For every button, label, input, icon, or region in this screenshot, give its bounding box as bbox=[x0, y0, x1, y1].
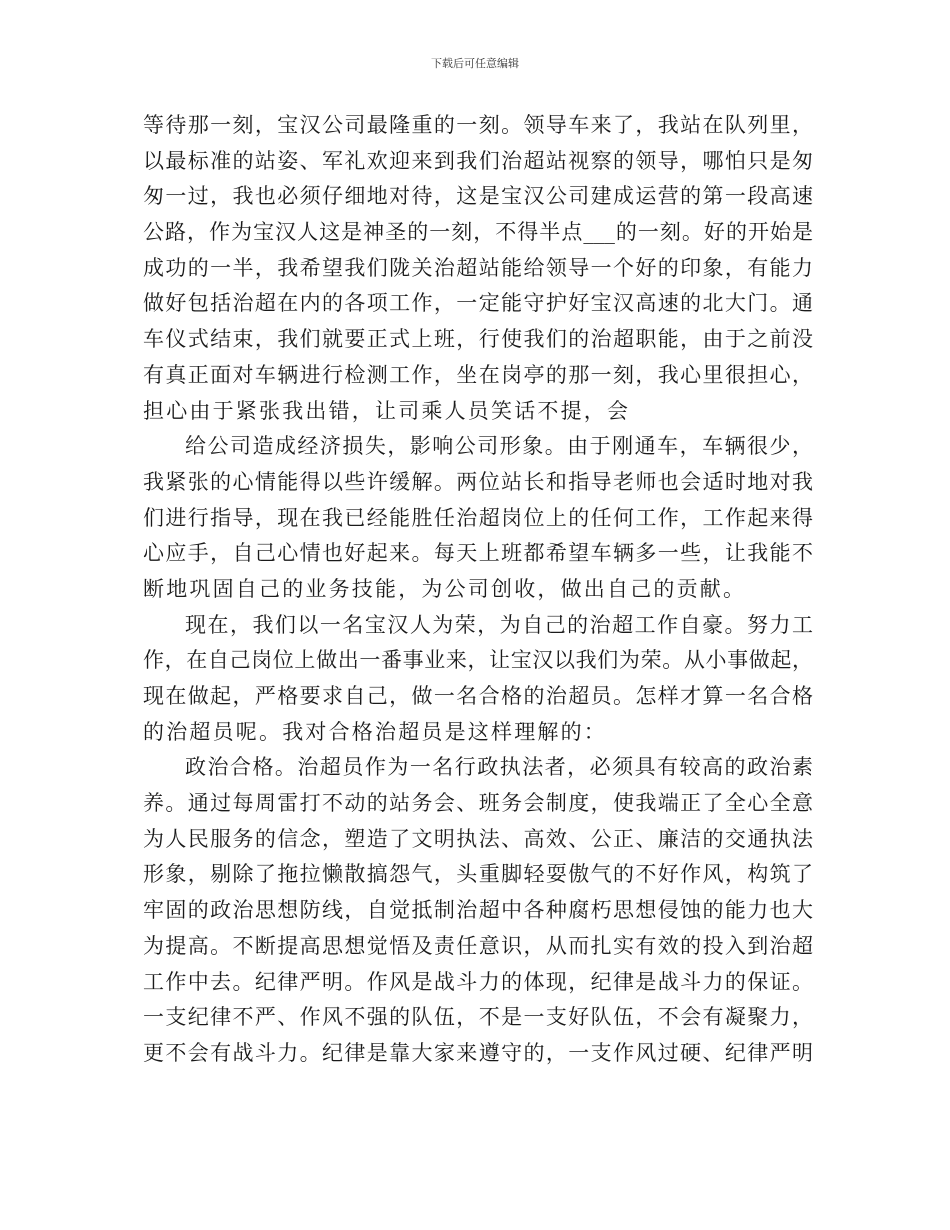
text-line: 车仪式结束，我们就要正式上班，行使我们的治超职能，由于之前没 bbox=[143, 327, 813, 352]
text-line: 以最标准的站姿、军礼欢迎来到我们治超站视察的领导，哪怕只是匆 bbox=[143, 148, 813, 173]
text-line: 为人民服务的信念，塑造了文明执法、高效、公正、廉洁的交通执法 bbox=[143, 826, 813, 851]
text-line: 为提高。不断提高思想觉悟及责任意识，从而扎实有效的投入到治超 bbox=[143, 933, 813, 958]
text-line: 有真正面对车辆进行检测工作，坐在岗亭的那一刻，我心里很担心， bbox=[143, 362, 813, 387]
text-line: 担心由于紧张我出错，让司乘人员笑话不提，会 bbox=[143, 398, 631, 423]
text-line: 们进行指导，现在我已经能胜任治超岗位上的任何工作，工作起来得 bbox=[143, 505, 813, 530]
text-line: 工作中去。纪律严明。作风是战斗力的体现，纪律是战斗力的保证。 bbox=[143, 969, 813, 994]
text-line: 断地巩固自己的业务技能，为公司创收，做出自己的贡献。 bbox=[143, 576, 747, 601]
text-line: 公路，作为宝汉人这是神圣的一刻，不得半点___的一刻。好的开始是 bbox=[143, 220, 813, 245]
text-line: 政治合格。治超员作为一名行政执法者，必须具有较高的政治素 bbox=[185, 755, 813, 780]
text-line: 一支纪律不严、作风不强的队伍，不是一支好队伍，不会有凝聚力， bbox=[143, 1005, 813, 1030]
page-header: 下载后可任意编辑 bbox=[431, 57, 519, 70]
text-line: 形象，剔除了拖拉懒散搞怨气，头重脚轻耍傲气的不好作风，构筑了 bbox=[143, 862, 813, 887]
text-line: 做好包括治超在内的各项工作，一定能守护好宝汉高速的北大门。通 bbox=[143, 291, 813, 316]
text-line: 成功的一半，我希望我们陇关治超站能给领导一个好的印象，有能力 bbox=[143, 255, 813, 280]
text-line: 更不会有战斗力。纪律是靠大家来遵守的，一支作风过硬、纪律严明 bbox=[143, 1040, 813, 1065]
text-line: 的治超员呢。我对合格治超员是这样理解的： bbox=[143, 719, 607, 744]
text-line: 给公司造成经济损失，影响公司形象。由于刚通车，车辆很少， bbox=[185, 434, 813, 459]
text-line: 我紧张的心情能得以些许缓解。两位站长和指导老师也会适时地对我 bbox=[143, 469, 813, 494]
text-line: 匆一过，我也必须仔细地对待，这是宝汉公司建成运营的第一段高速 bbox=[143, 184, 813, 209]
text-line: 养。通过每周雷打不动的站务会、班务会制度，使我端正了全心全意 bbox=[143, 791, 813, 816]
text-line: 心应手，自己心情也好起来。每天上班都希望车辆多一些，让我能不 bbox=[143, 541, 813, 566]
text-line: 等待那一刻，宝汉公司最隆重的一刻。领导车来了，我站在队列里， bbox=[143, 113, 813, 137]
body-text bbox=[143, 108, 813, 1072]
text-line: 现在做起，严格要求自己，做一名合格的治超员。怎样才算一名合格 bbox=[143, 684, 813, 708]
text-line: 作，在自己岗位上做出一番事业来，让宝汉以我们为荣。从小事做起， bbox=[143, 648, 813, 673]
text-line: 牢固的政治思想防线，自觉抵制治超中各种腐朽思想侵蚀的能力也大 bbox=[143, 898, 813, 923]
text-line: 现在，我们以一名宝汉人为荣，为自己的治超工作自豪。努力工 bbox=[185, 612, 813, 637]
